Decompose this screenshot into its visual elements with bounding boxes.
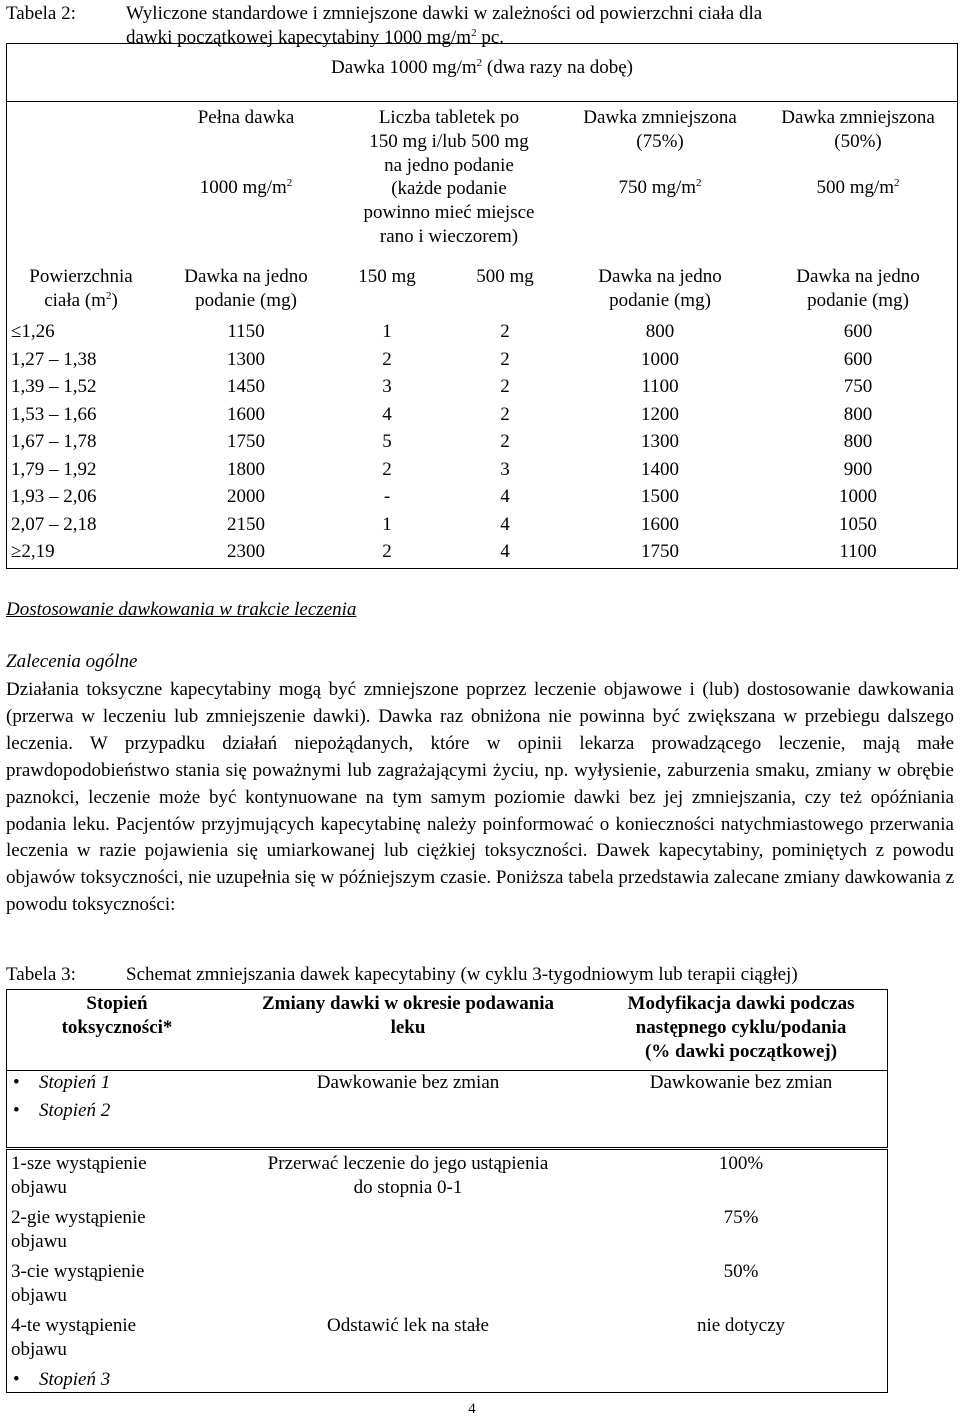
cell-d75: 800 [645,321,675,342]
occurrence-4: 4-te wystąpienie objawu [11,1315,137,1360]
cell-full: 1800 [227,458,265,480]
cell-n150: 5 [382,431,392,452]
col-150mg-subheader: 150 mg [358,266,416,287]
grade-2-label: Stopień 2 [39,1100,111,1121]
cell-n500: 4 [500,486,510,507]
table-row [7,316,957,343]
col-50-subheader: Dawka na jedno podanie (mg) [796,266,920,311]
occurrence-1-modification: 100% [718,1153,764,1174]
cell-n150: 1 [382,321,392,342]
cell-d75: 1400 [641,458,679,480]
cell-d50: 600 [843,321,873,342]
table3-caption-label: Tabela 3: [6,964,76,985]
cell-d50: 800 [843,431,873,452]
grade-1-label: Stopień 1 [39,1072,111,1093]
table3-header-grade: Stopień toksyczności* [61,993,173,1038]
cell-bsa: 2,07 – 2,18 [11,513,97,535]
cell-full: 1150 [227,321,265,342]
bullet-icon: • [13,1369,20,1390]
table3-caption-text: Schemat zmniejszania dawek kapecytabiny (w cyklu 3-tygodniowym lub terapii ciągłej) [126,964,798,985]
col-full-dose-header: Pełna dawka 1000 $mg/m^2$ [197,107,295,198]
cell-d50: 1000 [839,486,877,507]
bullet-icon: • [13,1100,20,1121]
table2-span-header-row [6,43,958,102]
cell-full: 2300 [227,541,265,562]
cell-n500: 4 [500,513,510,535]
cell-n500: 2 [500,403,510,425]
grade-3-label: Stopień 3 [39,1369,111,1390]
grade-1-dose-change: Dawkowanie bez zmian [316,1072,500,1093]
cell-full: 2150 [227,513,265,535]
table-row [7,454,957,481]
cell-d75: 1500 [641,486,679,507]
table2-span-header: Dawka 1000 $mg/m^2$ (dwa razy na dobę) [330,57,634,78]
table-row [7,371,957,398]
cell-d50: 750 [843,376,873,397]
cell-d75: 1750 [641,541,679,562]
col-500mg-subheader: 500 mg [476,266,534,287]
cell-d75: 1300 [641,431,679,452]
cell-full: 1450 [227,376,265,397]
table-row [7,481,957,508]
table2 [6,101,958,569]
cell-bsa: 1,27 – 1,38 [11,348,97,370]
cell-n500: 2 [500,431,510,452]
general-recommendations-paragraph: Działania toksyczne kapecytabiny mogą być zmniejszone poprzez leczenie objawowe i (lub) dostosowanie dawkowania (przerwa w leczeniu lub zmniejszenie dawki). Dawka raz obniżona nie powinna być zwiększana w przebiegu dalszego leczenia. W przypadku działań niepożądanych, które w opinii lekarza prowadzącego leczenie, mają małe prawdopodobieństwo stania się poważnymi lub zagrażającymi życiu, np. wyłysienie, zaburzenia smaku, zmiany w obrębie paznokci, leczenie może być kontynuowane na tym samym poziomie dawki bez jej zmniejszania, czy też opóźniania podania leku. Pacjentów przyjmujących kapecytabinę należy poinformować o konieczności natychmiastowego przerwania leczenia w razie pojawienia się umiarkowanej lub ciężkiej toksyczności. Dawek kapecytabiny, pominiętych z powodu objawów toksyczności, nie uzupełnia się w późniejszym czasie. Poniższa tabela przedstawia zalecane zmiany dawkowania z powodu toksyczności: [6,679,954,916]
cell-d75: 1200 [641,403,679,425]
subsection-title: Zalecenia ogólne [6,651,138,672]
col-50-header: Dawka zmniejszona (50%) 500 $mg/m^2$ [781,107,935,198]
table3-header [6,989,888,1071]
cell-n500: 4 [500,541,510,562]
section-title: Dostosowanie dawkowania w trakcie leczenia [6,599,357,620]
cell-d50: 600 [843,348,873,370]
occurrence-2-modification: 75% [723,1207,759,1228]
cell-bsa: 1,39 – 1,52 [11,376,97,397]
cell-bsa: 1,93 – 2,06 [11,486,97,507]
cell-d50: 1100 [839,541,877,562]
table2-caption-line1: Wyliczone standardowe i zmniejszone dawki w zależności od powierzchni ciała dla [126,3,763,24]
cell-n500: 2 [500,348,510,370]
cell-bsa: 1,67 – 1,78 [11,431,97,452]
table3-header-modification: Modyfikacja dawki podczas następnego cyklu/podania (% dawki początkowej) [627,993,855,1062]
cell-bsa: 1,79 – 1,92 [11,458,97,480]
cell-full: 2000 [227,486,265,507]
bullet-icon: • [13,1072,20,1093]
table3-caption [6,963,956,987]
col-tablets-header: Liczba tabletek po 150 mg i/lub 500 mg na jedno podanie (każde podanie powinno mieć miejsce rano i wieczorem) [363,107,535,247]
occurrence-1: 1-sze wystąpienie objawu [11,1153,147,1198]
cell-n500: 3 [500,458,510,480]
cell-d75: 1100 [641,376,679,397]
cell-n500: 2 [500,321,510,342]
cell-d50: 1050 [839,513,877,535]
table2-caption-line2: dawki początkowej kapecytabiny 1000 $mg/m^2$ pc. [126,27,505,48]
col-full-subheader: Dawka na jedno podanie (mg) [184,266,308,311]
cell-n500: 2 [500,376,510,397]
grade-1-modification: Dawkowanie bez zmian [649,1072,833,1093]
cell-d50: 800 [843,403,873,425]
cell-n150: 2 [382,348,392,370]
table-row [7,399,957,426]
cell-bsa: ≤1,26 [11,321,55,342]
occurrence-3: 3-cie wystąpienie objawu [11,1261,145,1306]
occurrence-4-modification: nie dotyczy [696,1315,786,1336]
col-bsa-header: Powierzchnia ciała $(m^2)$ [29,266,133,311]
table-row [7,344,957,371]
cell-n150: - [383,486,391,507]
cell-bsa: 1,53 – 1,66 [11,403,97,425]
table3-header-dose-change: Zmiany dawki w okresie podawania leku [261,993,555,1038]
cell-n150: 4 [382,403,392,425]
cell-n150: 2 [382,541,392,562]
table3-grade-1-2 [6,1069,888,1148]
table-row [7,536,957,563]
table-row [7,509,957,536]
cell-bsa: ≥2,19 [11,541,55,562]
cell-n150: 2 [382,458,392,480]
cell-full: 1750 [227,431,265,452]
table2-caption-label: Tabela 2: [6,3,76,24]
cell-full: 1600 [227,403,265,425]
cell-full: 1300 [227,348,265,370]
cell-n150: 3 [382,376,392,397]
page-number: 4 [468,1401,476,1417]
cell-d75: 1600 [641,513,679,535]
cell-n150: 1 [382,513,392,535]
col-75-subheader: Dawka na jedno podanie (mg) [598,266,722,311]
occurrence-4-dose-change: Odstawić lek na stałe [327,1315,489,1336]
table3-occurrences [6,1149,888,1393]
occurrence-3-modification: 50% [723,1261,759,1282]
table-row [7,426,957,453]
col-75-header: Dawka zmniejszona (75%) 750 $mg/m^2$ [583,107,737,198]
cell-d50: 900 [843,458,873,480]
cell-d75: 1000 [641,348,679,370]
occurrence-1-dose-change: Przerwać leczenie do jego ustąpienia do stopnia 0-1 [267,1153,549,1198]
occurrence-2: 2-gie wystąpienie objawu [11,1207,146,1252]
